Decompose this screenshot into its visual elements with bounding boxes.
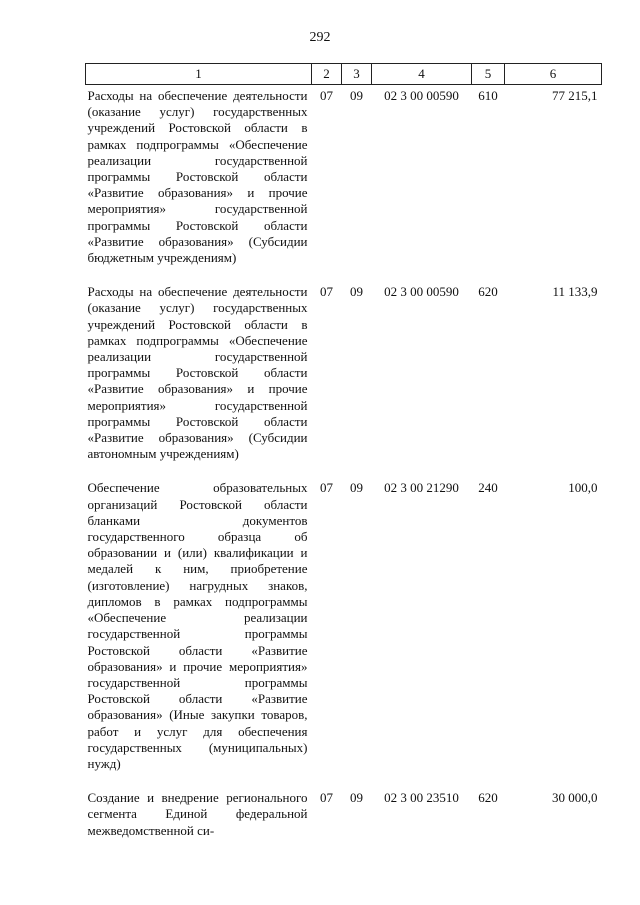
header-col-3: 3 (342, 64, 372, 85)
row-expense-type: 620 (478, 284, 498, 300)
header-col-2: 2 (312, 64, 342, 85)
row-subsection: 09 (350, 480, 363, 496)
row-expense-type: 610 (478, 88, 498, 103)
table-header (86, 64, 602, 85)
header-col-5: 5 (472, 64, 505, 85)
row-description: Создание и внедрение регионального сегмента Единой федеральной межведомственной си- (87, 790, 308, 838)
header-col-4: 4 (372, 64, 472, 85)
table-row (86, 787, 602, 839)
row-section: 07 (320, 790, 333, 806)
row-target-article: 02 3 00 21290 (384, 480, 459, 496)
table-row (86, 85, 602, 267)
row-amount: 100,0 (568, 480, 598, 496)
row-section: 07 (320, 480, 333, 496)
row-description: Расходы на обеспечение деятельности (оказание услуг) государственных учреждений Ростовской области в рамках подпрограммы «Обеспечение реализации государственной программы Ростовской области «Развитие образования» и прочие мероприятия» государственной программы Ростовской области «Развитие образования» (Субсидии бюджетным учреждениям) (87, 88, 308, 266)
row-description: Расходы на обеспечение деятельности (оказание услуг) государственных учреждений Ростовской области в рамках подпрограммы «Обеспечение реализации государственной программы Ростовской области «Развитие образования» и прочие мероприятия» государственной программы Ростовской области «Развитие образования» (Субсидии автономным учреждениям) (87, 284, 308, 462)
row-amount: 30 000,0 (552, 790, 598, 806)
budget-table (85, 63, 602, 839)
table-row (86, 281, 602, 462)
row-expense-type: 240 (478, 480, 498, 496)
row-spacer (86, 266, 602, 281)
row-target-article: 02 3 00 00590 (384, 284, 459, 300)
header-col-1: 1 (86, 64, 312, 85)
row-description: Обеспечение образовательных организаций Ростовской области бланками документов государственного образца об образовании и (или) квалификации и медалей к ним, приобретение (изготовление) нагрудных знаков, дипломов в рамках подпрограммы «Обеспечение реализации государственной программы Ростовской области «Развитие образования» и прочие мероприятия» государственной программы Ростовской области «Развитие образования» (Иные закупки товаров, работ и услуг для обеспечения государственных (муниципальных) нужд) (87, 480, 308, 771)
row-subsection: 09 (350, 790, 363, 806)
row-section: 07 (320, 88, 333, 103)
row-subsection: 09 (350, 284, 363, 300)
row-spacer (86, 462, 602, 477)
row-subsection: 09 (350, 88, 363, 103)
page-number: 292 (309, 30, 331, 45)
row-amount: 77 215,1 (552, 88, 598, 103)
table-row (86, 477, 602, 772)
table-body (86, 85, 602, 839)
row-section: 07 (320, 284, 333, 300)
row-target-article: 02 3 00 23510 (384, 790, 459, 806)
row-expense-type: 620 (478, 790, 498, 806)
row-spacer (86, 772, 602, 787)
row-amount: 11 133,9 (552, 284, 598, 300)
header-row (86, 64, 602, 85)
header-col-6: 6 (505, 64, 602, 85)
row-target-article: 02 3 00 00590 (384, 88, 459, 103)
